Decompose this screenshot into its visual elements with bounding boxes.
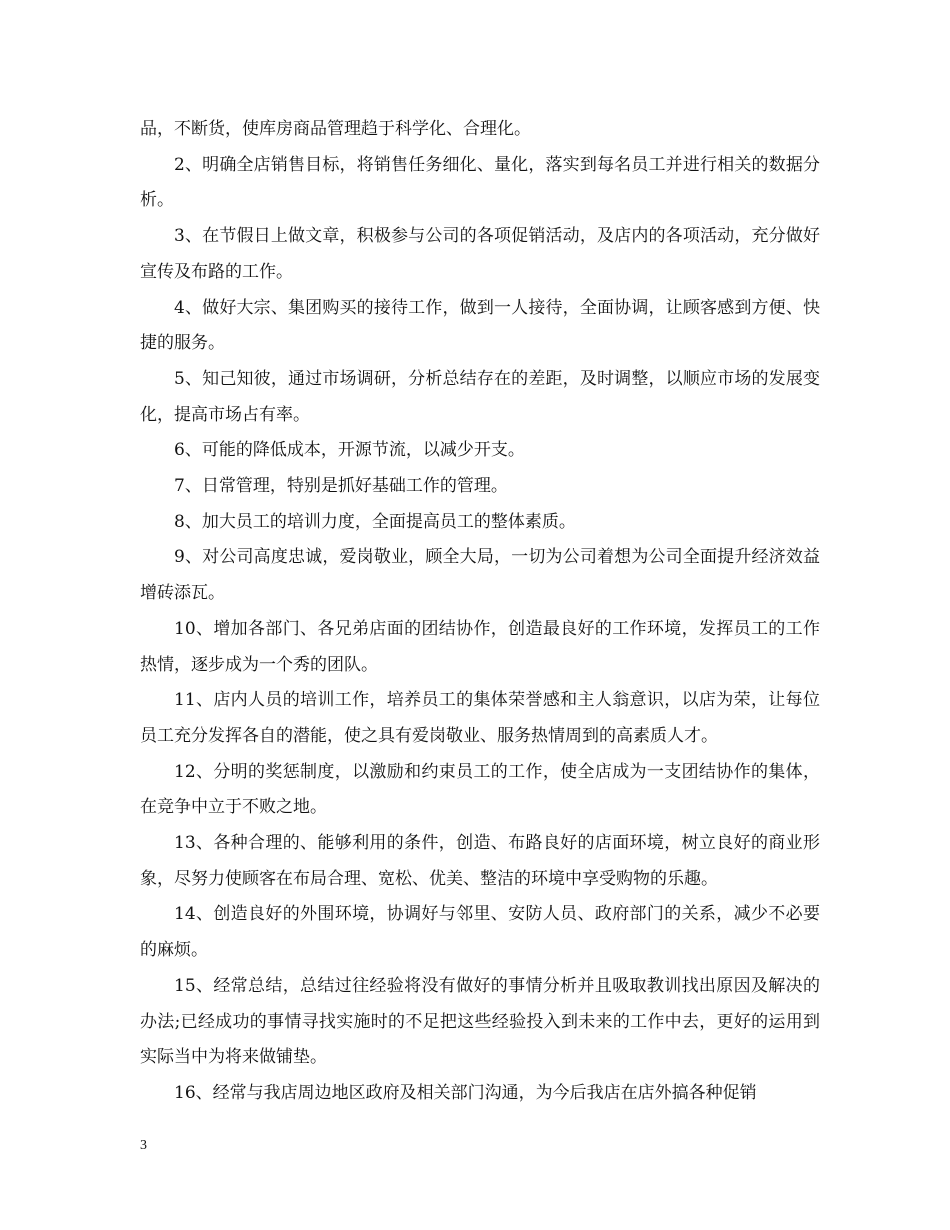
paragraph-item-9: 9、对公司高度忠诚，爱岗敬业，顾全大局，一切为公司着想为公司全面提升经济效益增砖添瓦。 — [140, 547, 820, 604]
paragraph-item-4: 4、做好大宗、集团购买的接待工作，做到一人接待，全面协调，让顾客感到方便、快捷的服务。 — [140, 297, 820, 354]
paragraph-item-2: 2、明确全店销售目标，将销售任务细化、量化，落实到每名员工并进行相关的数据分析。 — [140, 154, 820, 211]
paragraph-item-3: 3、在节假日上做文章，积极参与公司的各项促销活动，及店内的各项活动，充分做好宣传及布路的工作。 — [140, 226, 820, 282]
paragraph-item-7: 7、日常管理，特别是抓好基础工作的管理。 — [174, 476, 508, 497]
paragraph-item-5: 5、知己知彼，通过市场调研，分析总结存在的差距，及时调整，以顺应市场的发展变化，提高市场占有率。 — [140, 368, 820, 425]
paragraph-item-10: 10、增加各部门、各兄弟店面的团结协作，创造最良好的工作环境，发挥员工的工作热情，逐步成为一个秀的团队。 — [140, 618, 820, 675]
paragraph-item-15: 15、经常总结，总结过往经验将没有做好的事情分析并且吸取教训找出原因及解决的办法;已经成功的事情寻找实施时的不足把这些经验投入到未来的工作中去，更好的运用到实际当中为将来做铺垫。 — [140, 975, 820, 1068]
document-body — [140, 112, 820, 1112]
paragraph-item-14: 14、创造良好的外围环境，协调好与邻里、安防人员、政府部门的关系，减少不必要的麻烦。 — [140, 904, 820, 961]
page-number: 3 — [140, 1138, 147, 1153]
paragraph-item-11: 11、店内人员的培训工作，培养员工的集体荣誉感和主人翁意识，以店为荣，让每位员工充分发挥各自的潜能，使之具有爱岗敬业、服务热情周到的高素质人才。 — [140, 690, 820, 746]
paragraph-item-8: 8、加大员工的培训力度，全面提高员工的整体素质。 — [174, 511, 576, 532]
paragraph-continued: 品，不断货，使库房商品管理趋于科学化、合理化。 — [140, 119, 531, 139]
paragraph-item-12: 12、分明的奖惩制度，以激励和约束员工的工作，使全店成为一支团结协作的集体，在竞争中立于不败之地。 — [140, 761, 820, 818]
paragraph-item-6: 6、可能的降低成本，开源节流，以减少开支。 — [174, 440, 525, 461]
paragraph-item-16: 16、经常与我店周边地区政府及相关部门沟通，为今后我店在店外搞各种促销 — [174, 1082, 757, 1103]
paragraph-item-13: 13、各种合理的、能够利用的条件，创造、布路良好的店面环境，树立良好的商业形象，尽努力使顾客在布局合理、宽松、优美、整洁的环境中享受购物的乐趣。 — [140, 833, 820, 889]
